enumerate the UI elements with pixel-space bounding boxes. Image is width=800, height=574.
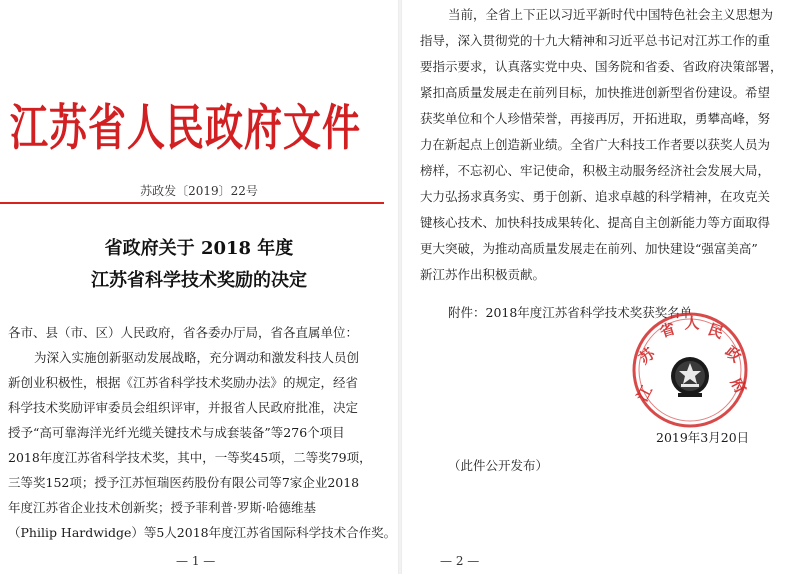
body-line: 三等奖152项；授予江苏恒瑞医药股份有限公司等7家企业2018: [8, 475, 360, 490]
attachment-note: 附件：2018年度江苏省科学技术奖获奖名单: [448, 305, 693, 320]
body-line: 紧扣高质量发展走在前列目标，加快推进创新型省份建设。希望: [420, 85, 771, 100]
salutation-line: 各市、县（市、区）人民政府，省各委办厅局，省各直属单位：: [8, 325, 359, 340]
document-page-1: [0, 0, 398, 574]
svg-text:人: 人: [684, 314, 700, 332]
svg-text:江: 江: [633, 382, 657, 405]
body-line: 力在新起点上创造新业绩。全省广大科技工作者要以获奖人员为: [420, 137, 771, 152]
body-line: 2018年度江苏省科学技术奖，其中，一等奖45项，二等奖79项，: [8, 450, 372, 465]
body-line: 新创业积极性，根据《江苏省科学技术奖励办法》的规定，经省: [8, 375, 359, 390]
document-title-line-1: 省政府关于 2018 年度: [104, 238, 294, 259]
body-line: 键核心技术、加快科技成果转化、提高自主创新能力等方面取得: [420, 215, 771, 230]
body-line: 年度江苏省企业技术创新奖；授予菲利普·罗斯·哈德维基: [8, 500, 316, 515]
svg-text:苏: 苏: [635, 344, 659, 368]
page-number: — 1 —: [176, 554, 216, 568]
body-line: 大力弘扬求真务实、勇于创新、追求卓越的科学精神，在攻克关: [420, 189, 771, 204]
body-line: 当前，全省上下正以习近平新时代中国特色社会主义思想为: [448, 7, 774, 22]
body-line: （Philip Hardwidge）等5人2018年度江苏省国际科学技术合作奖。: [8, 525, 397, 540]
body-line: 为深入实施创新驱动发展战略，充分调动和激发科技人员创: [34, 350, 360, 365]
svg-text:民: 民: [705, 320, 726, 343]
svg-text:省: 省: [657, 319, 678, 342]
document-masthead: 江苏省人民政府文件: [10, 98, 362, 156]
seal-graphic: [630, 310, 750, 430]
document-number: 苏政发〔2019〕22号: [140, 184, 258, 198]
page-number: — 2 —: [440, 554, 480, 568]
publish-note: （此件公开发布）: [448, 458, 549, 473]
body-line: 授予“高可靠海洋光纤光缆关键技术与成套装备”等276个项目: [8, 425, 345, 440]
svg-text:政: 政: [721, 342, 745, 366]
body-line: 新江苏作出积极贡献。: [420, 267, 546, 282]
body-line: 更大突破，为推动高质量发展走在前列、加快建设“强富美高”: [420, 241, 758, 256]
official-seal-stamp: [630, 310, 750, 430]
body-line: 指导，深入贯彻党的十九大精神和习近平总书记对江苏工作的重: [420, 33, 771, 48]
red-divider-line: [0, 202, 384, 204]
document-page-2: [402, 0, 800, 574]
svg-text:府: 府: [726, 374, 750, 397]
body-line: 科学技术奖励评审委员会组织评审，并报省人民政府批准，决定: [8, 400, 359, 415]
national-emblem-icon: [671, 357, 709, 397]
issue-date: 2019年3月20日: [656, 430, 750, 445]
body-line: 要指示要求，认真落实党中央、国务院和省委、省政府决策部署，: [420, 59, 783, 74]
body-line: 榜样，不忘初心、牢记使命，积极主动服务经济社会发展大局，: [420, 163, 771, 178]
document-title-line-2: 江苏省科学技术奖励的决定: [91, 270, 307, 291]
body-line: 获奖单位和个人珍惜荣誉，再接再厉，开拓进取，勇攀高峰，努: [420, 111, 771, 126]
